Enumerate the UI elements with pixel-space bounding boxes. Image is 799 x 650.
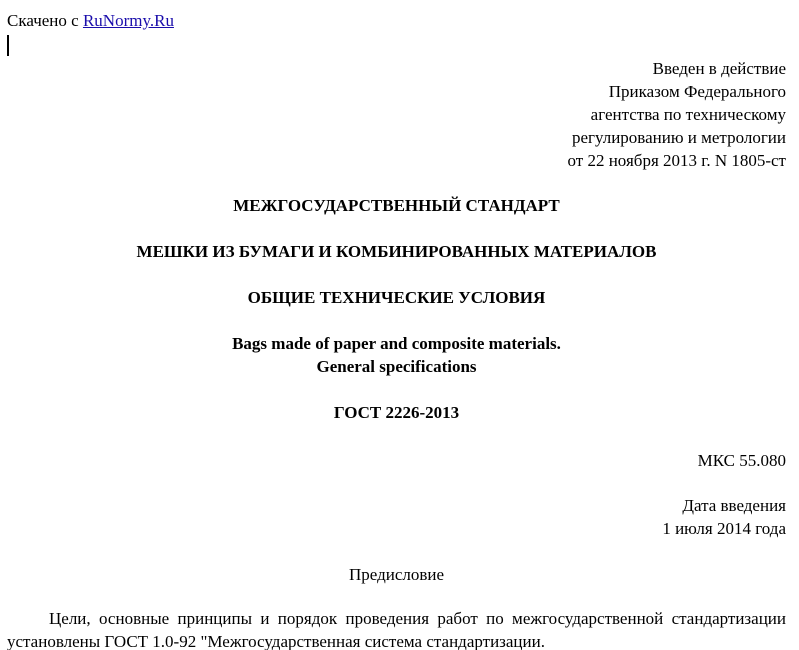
enactment-block bbox=[568, 57, 787, 172]
english-title-line1: Bags made of paper and composite materials. bbox=[232, 334, 561, 353]
standard-designation: ГОСТ 2226-2013 bbox=[333, 403, 460, 422]
enactment-line: агентства по техническому bbox=[590, 105, 786, 124]
intro-date-block bbox=[662, 494, 786, 540]
mks-code: МКС 55.080 bbox=[697, 451, 786, 470]
downloaded-prefix: Скачено с bbox=[7, 11, 79, 30]
enactment-line: Введен в действие bbox=[652, 59, 786, 78]
intro-date-label: Дата введения bbox=[682, 496, 786, 515]
download-source-line bbox=[7, 10, 174, 32]
text-caret bbox=[7, 35, 9, 56]
enactment-line: Приказом Федерального bbox=[608, 82, 786, 101]
preface-paragraph: Цели, основные принципы и порядок проведения работ по межгосударственной стандартизации установлены ГОСТ 1.0-92 "Межгосударственная система стандартизации. bbox=[7, 609, 786, 650]
document-subtitle: ОБЩИЕ ТЕХНИЧЕСКИЕ УСЛОВИЯ bbox=[247, 288, 546, 307]
intro-date-value: 1 июля 2014 года bbox=[662, 519, 786, 538]
enactment-line: регулированию и метрологии bbox=[571, 128, 786, 147]
preface-heading: Предисловие bbox=[348, 565, 445, 584]
english-title-line2: General specifications bbox=[316, 357, 477, 376]
source-link[interactable]: RuNormy.Ru bbox=[82, 11, 174, 30]
standard-type-heading: МЕЖГОСУДАРСТВЕННЫЙ СТАНДАРТ bbox=[233, 196, 560, 215]
enactment-line: от 22 ноября 2013 г. N 1805-ст bbox=[567, 151, 786, 170]
document-title: МЕШКИ ИЗ БУМАГИ И КОМБИНИРОВАННЫХ МАТЕРИАЛОВ bbox=[136, 242, 657, 261]
